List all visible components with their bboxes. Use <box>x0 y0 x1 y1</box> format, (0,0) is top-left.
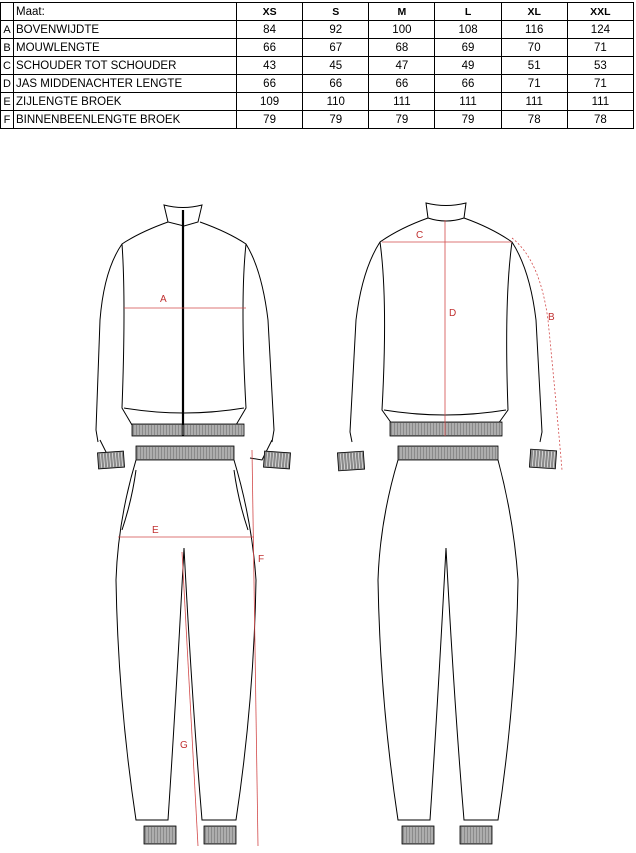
row-label: SCHOUDER TOT SCHOUDER <box>14 57 237 75</box>
back-jacket-sleeve-right <box>498 242 512 424</box>
row-value: 70 <box>501 39 567 57</box>
size-header-row <box>1 3 634 21</box>
row-value: 43 <box>237 57 303 75</box>
row-letter: C <box>1 57 14 75</box>
back-jacket-collar <box>426 203 466 221</box>
measure-label-a: A <box>160 294 167 305</box>
size-chart-body <box>1 3 634 129</box>
row-value: 66 <box>237 75 303 93</box>
measure-line-f <box>252 450 258 846</box>
front-jacket <box>96 205 291 469</box>
front-trousers-pocket-right <box>234 470 248 530</box>
size-header-xxl: XXL <box>567 3 633 21</box>
row-value: 53 <box>567 57 633 75</box>
tracksuit-technical-drawing <box>0 150 636 853</box>
row-value: 92 <box>303 21 369 39</box>
size-chart-table <box>0 2 634 129</box>
measure-label-c: C <box>416 230 424 241</box>
front-trousers-pocket-left <box>122 470 136 530</box>
front-jacket-waistband <box>132 424 244 436</box>
row-letter: A <box>1 21 14 39</box>
front-jacket-sleeve-left <box>100 244 132 460</box>
measure-line-b <box>512 238 562 470</box>
size-header-xl: XL <box>501 3 567 21</box>
front-trousers <box>116 446 264 846</box>
table-row <box>1 93 634 111</box>
row-value: 109 <box>237 93 303 111</box>
row-value: 84 <box>237 21 303 39</box>
row-value: 110 <box>303 93 369 111</box>
table-row <box>1 39 634 57</box>
row-value: 111 <box>369 93 435 111</box>
size-header-s: S <box>303 3 369 21</box>
row-value: 79 <box>237 111 303 129</box>
row-value: 79 <box>303 111 369 129</box>
row-label: JAS MIDDENACHTER LENGTE <box>14 75 237 93</box>
row-value: 79 <box>369 111 435 129</box>
row-value: 111 <box>435 93 501 111</box>
row-label: MOUWLENGTE <box>14 39 237 57</box>
row-value: 45 <box>303 57 369 75</box>
measure-label-d: D <box>449 308 457 319</box>
row-value: 47 <box>369 57 435 75</box>
size-header-l: L <box>435 3 501 21</box>
measure-line-g <box>182 552 198 846</box>
front-trousers-outline <box>116 460 256 820</box>
back-jacket-body <box>350 218 542 442</box>
row-value: 100 <box>369 21 435 39</box>
row-value: 78 <box>567 111 633 129</box>
size-header-m: M <box>369 3 435 21</box>
table-row <box>1 57 634 75</box>
table-row <box>1 21 634 39</box>
row-value: 66 <box>237 39 303 57</box>
row-value: 71 <box>567 39 633 57</box>
back-jacket-sleeve-left <box>380 242 392 424</box>
header-letter-cell <box>1 3 14 21</box>
measure-label-g: G <box>180 740 188 751</box>
row-label: ZIJLENGTE BROEK <box>14 93 237 111</box>
row-value: 124 <box>567 21 633 39</box>
row-label: BOVENWIJDTE <box>14 21 237 39</box>
table-row <box>1 111 634 129</box>
back-trousers <box>378 446 518 844</box>
row-letter: B <box>1 39 14 57</box>
row-value: 49 <box>435 57 501 75</box>
row-value: 78 <box>501 111 567 129</box>
row-value: 66 <box>369 75 435 93</box>
back-jacket <box>337 203 562 471</box>
row-value: 69 <box>435 39 501 57</box>
row-value: 111 <box>567 93 633 111</box>
row-value: 71 <box>501 75 567 93</box>
row-value: 51 <box>501 57 567 75</box>
measure-label-b: B <box>548 312 555 323</box>
row-label: BINNENBEENLENGTE BROEK <box>14 111 237 129</box>
row-letter: E <box>1 93 14 111</box>
back-jacket-waistband <box>390 422 502 436</box>
size-header-xs: XS <box>237 3 303 21</box>
size-header-label: Maat: <box>14 3 237 21</box>
measure-label-e: E <box>152 525 159 536</box>
row-value: 66 <box>435 75 501 93</box>
row-letter: D <box>1 75 14 93</box>
row-value: 71 <box>567 75 633 93</box>
row-value: 68 <box>369 39 435 57</box>
row-value: 79 <box>435 111 501 129</box>
row-value: 67 <box>303 39 369 57</box>
row-value: 66 <box>303 75 369 93</box>
row-value: 116 <box>501 21 567 39</box>
table-row <box>1 75 634 93</box>
row-value: 111 <box>501 93 567 111</box>
measure-label-f: F <box>258 554 265 565</box>
row-letter: F <box>1 111 14 129</box>
back-trousers-outline <box>378 460 518 820</box>
row-value: 108 <box>435 21 501 39</box>
